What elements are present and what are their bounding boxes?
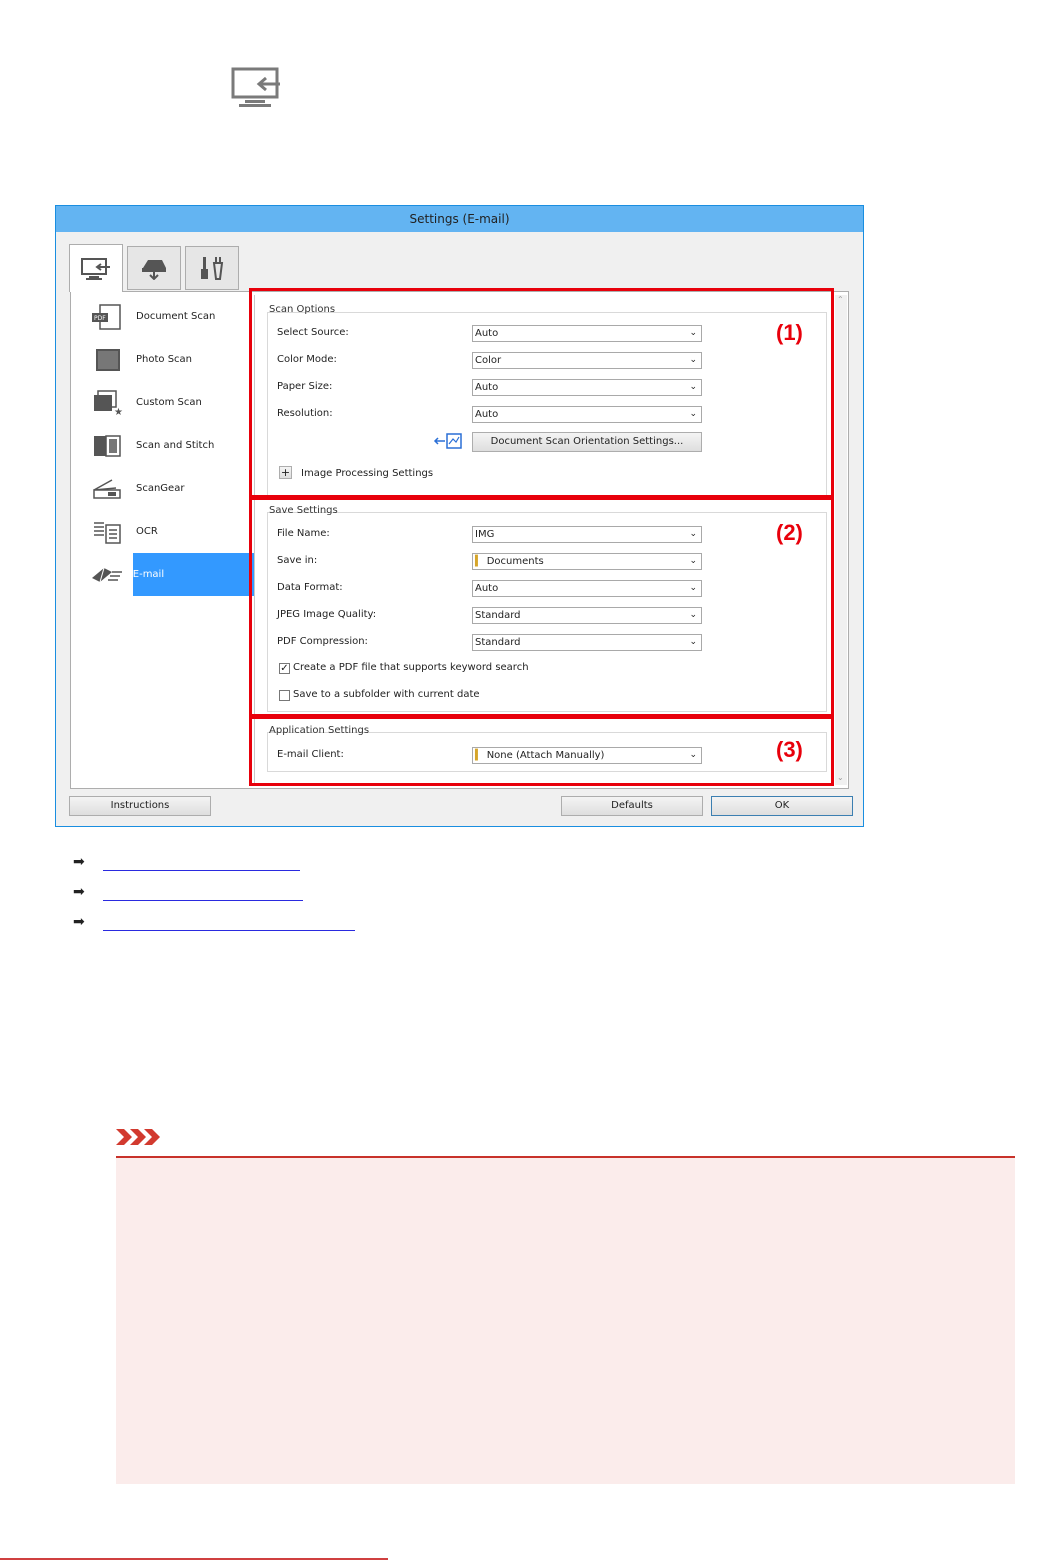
- email-client-label: E-mail Client:: [277, 749, 344, 760]
- link-underline[interactable]: [103, 900, 303, 901]
- tab-general-settings[interactable]: [185, 246, 239, 290]
- marker-2: (2): [776, 520, 803, 545]
- link-underline[interactable]: [103, 870, 300, 871]
- tab-scan-from-computer[interactable]: [69, 244, 123, 292]
- nav-item-label: ScanGear: [136, 483, 185, 494]
- file-name-label: File Name:: [277, 528, 330, 539]
- link-underline[interactable]: [103, 930, 355, 931]
- nav-item-label: OCR: [136, 526, 158, 537]
- scan-options-heading: Scan Options: [269, 304, 336, 315]
- svg-text:PDF: PDF: [94, 314, 106, 322]
- scangear-icon: [88, 476, 126, 502]
- color-mode-label: Color Mode:: [277, 354, 337, 365]
- chevron-down-icon: ⌄: [689, 328, 697, 338]
- marker-3: (3): [776, 737, 803, 762]
- arrow-right-icon: ➡: [73, 854, 85, 870]
- resolution-label: Resolution:: [277, 408, 333, 419]
- pdf-compression-value: Standard: [475, 637, 521, 648]
- link-item[interactable]: [73, 884, 85, 900]
- keyword-search-checkbox[interactable]: ✓: [280, 663, 289, 674]
- tab-scan-from-panel[interactable]: [127, 246, 181, 290]
- link-item[interactable]: [73, 854, 85, 870]
- instructions-button[interactable]: Instructions: [69, 796, 211, 816]
- arrow-right-icon: ➡: [73, 884, 85, 900]
- email-client-icon: ▍: [475, 750, 483, 761]
- document-scan-orientation-settings-button[interactable]: Document Scan Orientation Settings...: [472, 432, 702, 452]
- subfolder-label: Save to a subfolder with current date: [293, 689, 480, 700]
- chevron-down-icon: ⌄: [689, 637, 697, 647]
- paper-size-label: Paper Size:: [277, 381, 333, 392]
- keyword-search-label: Create a PDF file that supports keyword search: [293, 662, 529, 673]
- chevron-down-icon: ⌄: [689, 529, 697, 539]
- chevron-down-icon: ⌄: [689, 355, 697, 365]
- nav-item-email[interactable]: [76, 553, 254, 596]
- chevron-down-icon: ⌄: [689, 382, 697, 392]
- photo-scan-icon: [88, 347, 126, 373]
- scan-and-stitch-icon: [88, 433, 126, 459]
- nav-item-scan-and-stitch[interactable]: [76, 424, 254, 467]
- select-source-value: Auto: [475, 328, 499, 339]
- marker-1: (1): [776, 320, 803, 345]
- important-box: [116, 1158, 1015, 1484]
- folder-icon: ▍: [475, 556, 483, 567]
- nav-item-ocr[interactable]: [76, 510, 254, 553]
- pdf-compression-label: PDF Compression:: [277, 636, 368, 647]
- jpeg-quality-value: Standard: [475, 610, 521, 621]
- chevron-down-icon: ⌄: [689, 583, 697, 593]
- scan-from-computer-icon: [80, 257, 112, 281]
- select-source-label: Select Source:: [277, 327, 349, 338]
- email-icon: [88, 562, 126, 588]
- chevron-down-icon: ⌄: [689, 556, 697, 566]
- nav-item-label: Document Scan: [136, 311, 216, 322]
- save-in-label: Save in:: [277, 555, 318, 566]
- chevron-down-icon: ⌄: [689, 610, 697, 620]
- scan-type-list: [76, 295, 255, 785]
- color-mode-value: Color: [475, 355, 502, 366]
- data-format-label: Data Format:: [277, 582, 343, 593]
- footer-divider: [0, 1558, 388, 1560]
- application-settings-heading: Application Settings: [269, 725, 370, 736]
- general-settings-icon: [198, 255, 226, 281]
- chevron-down-icon: ⌄: [689, 750, 697, 760]
- highlight-box-1: [249, 288, 834, 498]
- custom-scan-icon: [88, 390, 126, 416]
- nav-item-custom-scan[interactable]: [76, 381, 254, 424]
- nav-item-scangear[interactable]: [76, 467, 254, 510]
- scroll-up-icon[interactable]: ⌃: [837, 295, 844, 304]
- nav-item-photo-scan[interactable]: [76, 338, 254, 381]
- arrow-right-icon: ➡: [73, 914, 85, 930]
- image-processing-settings-label[interactable]: Image Processing Settings: [301, 468, 434, 479]
- save-in-value: Documents: [486, 556, 544, 567]
- paper-size-value: Auto: [475, 382, 499, 393]
- chevron-down-icon: ⌄: [689, 409, 697, 419]
- svg-text:★: ★: [114, 406, 123, 416]
- ok-button[interactable]: OK: [711, 796, 853, 816]
- vertical-scrollbar[interactable]: [835, 295, 847, 785]
- file-name-value: IMG: [475, 529, 495, 540]
- document-scan-icon: [88, 304, 126, 330]
- dialog-title: Settings (E-mail): [56, 206, 863, 232]
- nav-item-label: Scan and Stitch: [136, 440, 215, 451]
- nav-item-label: Custom Scan: [136, 397, 202, 408]
- scan-from-computer-icon: [230, 66, 286, 108]
- save-settings-heading: Save Settings: [269, 505, 338, 516]
- defaults-button[interactable]: Defaults: [561, 796, 703, 816]
- scan-from-panel-icon: [140, 256, 168, 280]
- nav-item-label: E-mail: [133, 553, 254, 596]
- jpeg-quality-label: JPEG Image Quality:: [277, 609, 377, 620]
- highlight-box-2: [249, 497, 834, 717]
- ocr-icon: [88, 519, 126, 545]
- nav-item-label: Photo Scan: [136, 354, 193, 365]
- highlight-box-3: [249, 716, 834, 786]
- data-format-value: Auto: [475, 583, 499, 594]
- email-client-value: None (Attach Manually): [486, 750, 605, 761]
- scroll-down-icon[interactable]: ⌄: [837, 773, 844, 782]
- expand-icon[interactable]: +: [280, 466, 291, 479]
- resolution-value: Auto: [475, 409, 499, 420]
- nav-item-document-scan[interactable]: [76, 295, 254, 338]
- link-item[interactable]: [73, 914, 85, 930]
- important-icon: [116, 1127, 166, 1147]
